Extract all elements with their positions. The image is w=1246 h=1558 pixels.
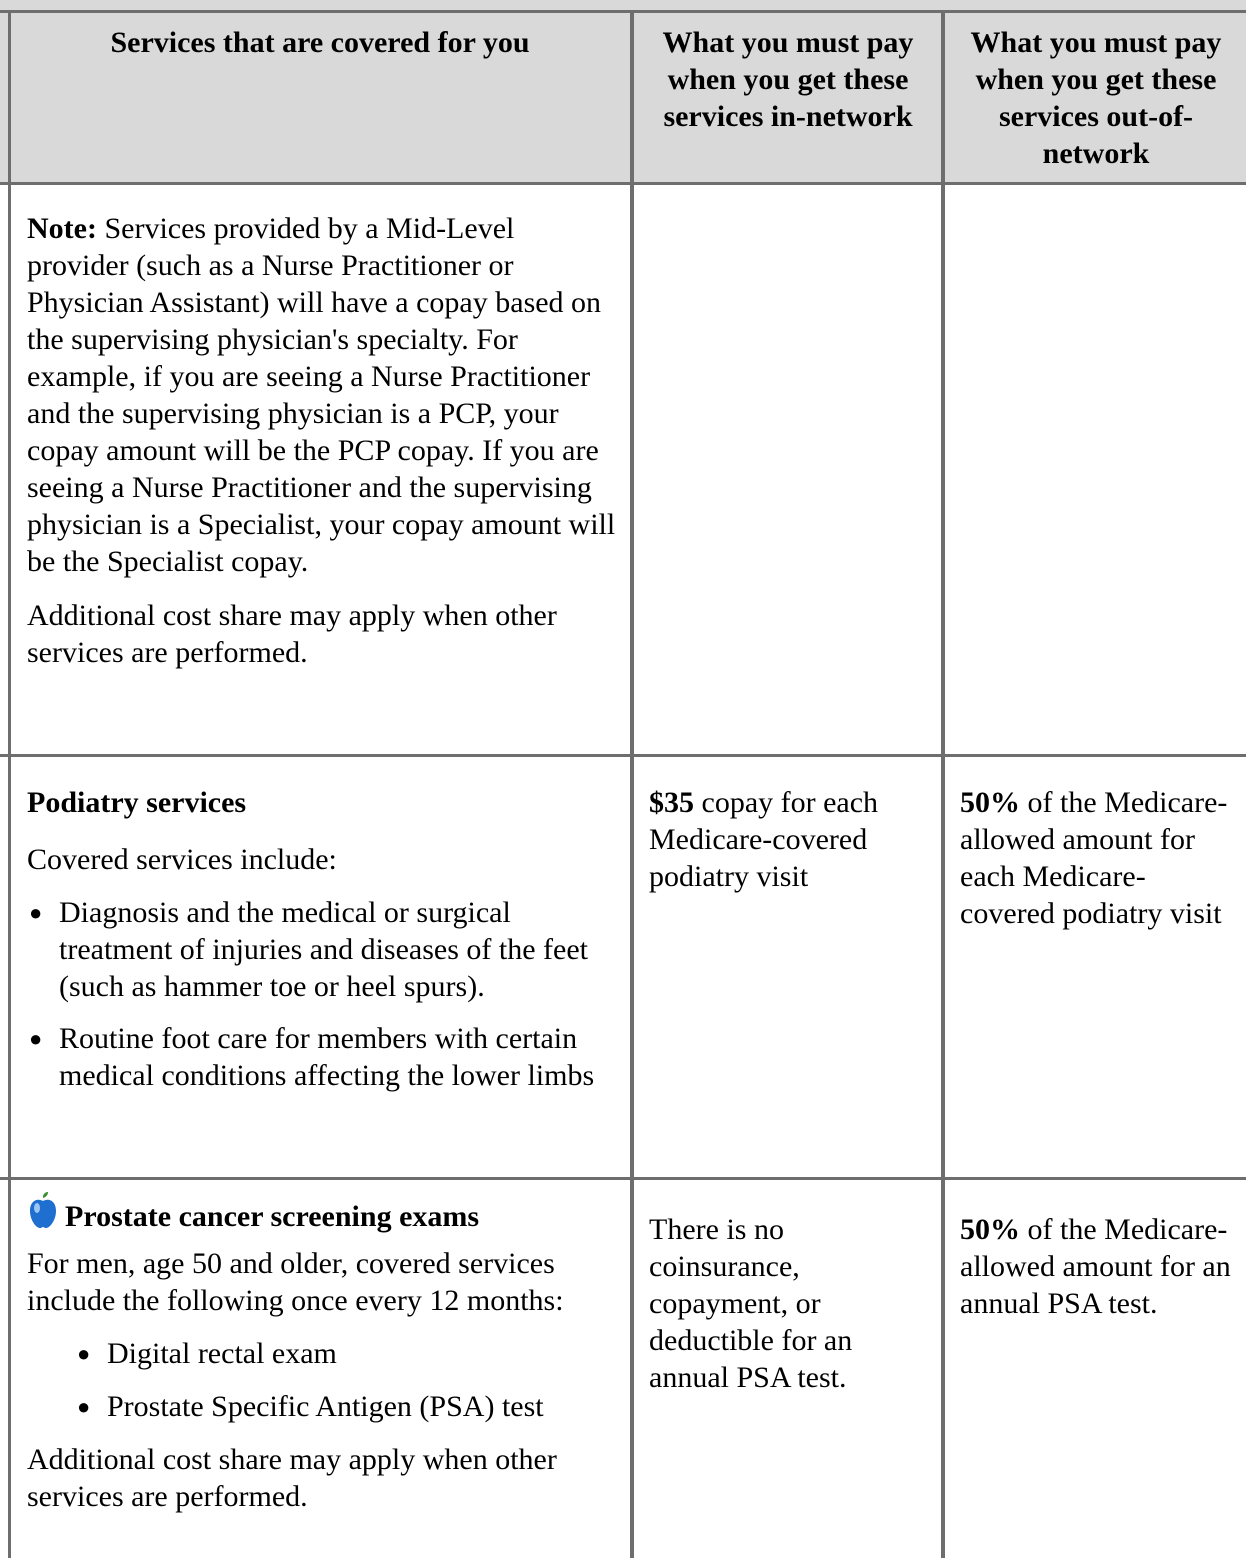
prostate-out-network-amount: 50% [960,1213,1020,1246]
podiatry-out-network-amount: 50% [960,786,1020,819]
prostate-intro: For men, age 50 and older, covered services include the following once every 12 months: [27,1247,564,1317]
col-rule-left [8,10,11,1558]
bullet-dot-icon: ● [29,1026,43,1051]
list-item [27,894,617,1005]
list-item [27,1020,617,1094]
podiatry-in-network-amount: $35 [649,786,694,819]
podiatry-in-network-text [649,784,929,895]
header-services [20,24,620,61]
note-cell [27,210,617,671]
prostate-out-network-text [960,1211,1236,1322]
header-services-text: Services that are covered for you [110,26,530,59]
prostate-out-network-desc: of the Medicare-allowed amount for an annual PSA test. [960,1213,1231,1320]
col-rule-1 [630,10,634,1558]
podiatry-out-network-desc: of the Medicare-allowed amount for each Medicare-covered podiatry visit [960,786,1228,930]
podiatry-out-network-text [960,784,1236,932]
header-bottom-rule [0,182,1246,185]
prostate-title [27,1192,617,1239]
col-rule-2 [941,10,945,1558]
podiatry-intro: Covered services include: [27,843,337,876]
bullet-dot-icon: ● [77,1341,91,1366]
podiatry-bullet-list [27,894,617,1094]
prostate-title-text: Prostate cancer screening exams [65,1200,480,1233]
podiatry-bullet-text: Routine foot care for members with certain medical conditions affecting the lower limbs [59,1022,595,1092]
prostate-extra: Additional cost share may apply when other services are performed. [27,1443,557,1513]
header-out-network-text: What you must pay when you get these services out-of-network [970,26,1222,170]
header-in-network [648,24,928,135]
list-item [27,1388,617,1425]
note-paragraph [27,210,617,580]
podiatry-title-text: Podiatry services [27,786,247,819]
prostate-bullet-text: Digital rectal exam [107,1337,337,1370]
table-top-rule [0,10,1246,13]
podiatry-in-network [649,784,929,895]
podiatry-title [27,784,617,821]
header-out-network [958,24,1234,172]
podiatry-in-network-desc: copay for each Medicare-covered podiatry visit [649,786,879,893]
apple-icon [27,1192,59,1239]
prostate-cell [27,1192,617,1515]
header-in-network-text: What you must pay when you get these services in-network [662,26,914,133]
row-rule-2 [0,1177,1246,1180]
note-label: Note: [27,212,97,245]
row-rule-1 [0,754,1246,757]
podiatry-out-network [960,784,1236,932]
bullet-dot-icon: ● [29,900,43,925]
bullet-dot-icon: ● [77,1394,91,1419]
prostate-bullet-text: Prostate Specific Antigen (PSA) test [107,1390,544,1423]
list-item [27,1335,617,1372]
prostate-bullet-list [27,1335,617,1425]
prostate-in-network [649,1211,929,1396]
podiatry-bullet-text: Diagnosis and the medical or surgical treatment of injuries and diseases of the feet (such as hammer toe or heel spurs). [59,896,588,1003]
prostate-out-network [960,1211,1236,1322]
note-extra: Additional cost share may apply when other services are performed. [27,599,557,669]
note-text: Services provided by a Mid-Level provider (such as a Nurse Practitioner or Physician Assistant) will have a copay based on the supervising physician's specialty. For example, if you are seeing a Nurse Practitioner and the supervising physician is a PCP, your copay amount will be the PCP copay. If you are seeing a Nurse Practitioner and the supervising physician is a Specialist, your copay amount will be the Specialist copay. [27,212,616,578]
prostate-in-network-text: There is no coinsurance, copayment, or deductible for an annual PSA test. [649,1213,853,1394]
podiatry-cell [27,784,617,1094]
